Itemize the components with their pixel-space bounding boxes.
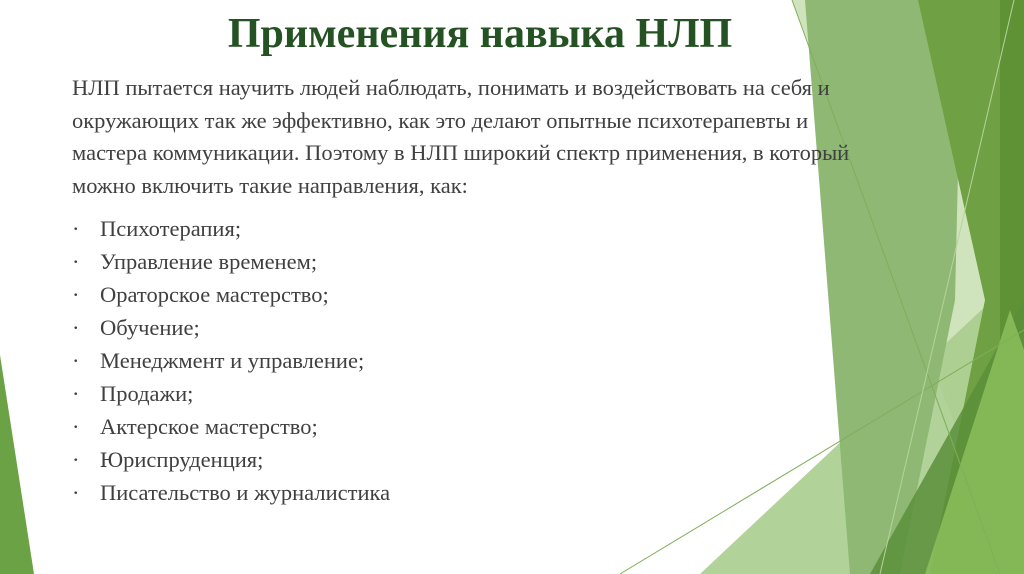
list-item-text: Управление временем; <box>100 249 318 274</box>
list-item <box>72 443 792 476</box>
list-item <box>72 476 792 509</box>
list-item-text: Продажи; <box>100 381 194 406</box>
bullet-marker: · <box>72 480 80 505</box>
list-item <box>72 278 792 311</box>
list-item <box>72 311 792 344</box>
list-item-text: Юриспруденция; <box>100 447 264 472</box>
bullet-marker: · <box>72 216 80 241</box>
list-item <box>72 245 792 278</box>
list-item-text: Актерское мастерство; <box>100 414 318 439</box>
list-item <box>72 377 792 410</box>
list-item-text: Менеджмент и управление; <box>100 348 365 373</box>
list-item-text: Писательство и журналистика <box>100 480 391 505</box>
list-item-text: Обучение; <box>100 315 200 340</box>
list-item-text: Ораторское мастерство; <box>100 282 329 307</box>
applications-list <box>72 212 792 509</box>
intro-paragraph: НЛП пытается научить людей наблюдать, понимать и воздействовать на себя и окружающих так же эффективно, как это делают опытные психотерапевты и мастера коммуникации. Поэтому в НЛП широкий спектр применения, в который можно включить такие направления, как: <box>72 75 850 198</box>
bullet-marker: · <box>72 447 80 472</box>
list-item <box>72 410 792 443</box>
bullet-marker: · <box>72 315 80 340</box>
left-green-triangle <box>0 355 34 574</box>
bullet-marker: · <box>72 414 80 439</box>
list-item <box>72 344 792 377</box>
slide-title: Применения навыка НЛП <box>227 11 733 57</box>
list-item-text: Психотерапия; <box>100 216 242 241</box>
list-item <box>72 212 792 245</box>
bullet-marker: · <box>72 249 80 274</box>
bullet-marker: · <box>72 348 80 373</box>
bullet-marker: · <box>72 282 80 307</box>
bullet-marker: · <box>72 381 80 406</box>
